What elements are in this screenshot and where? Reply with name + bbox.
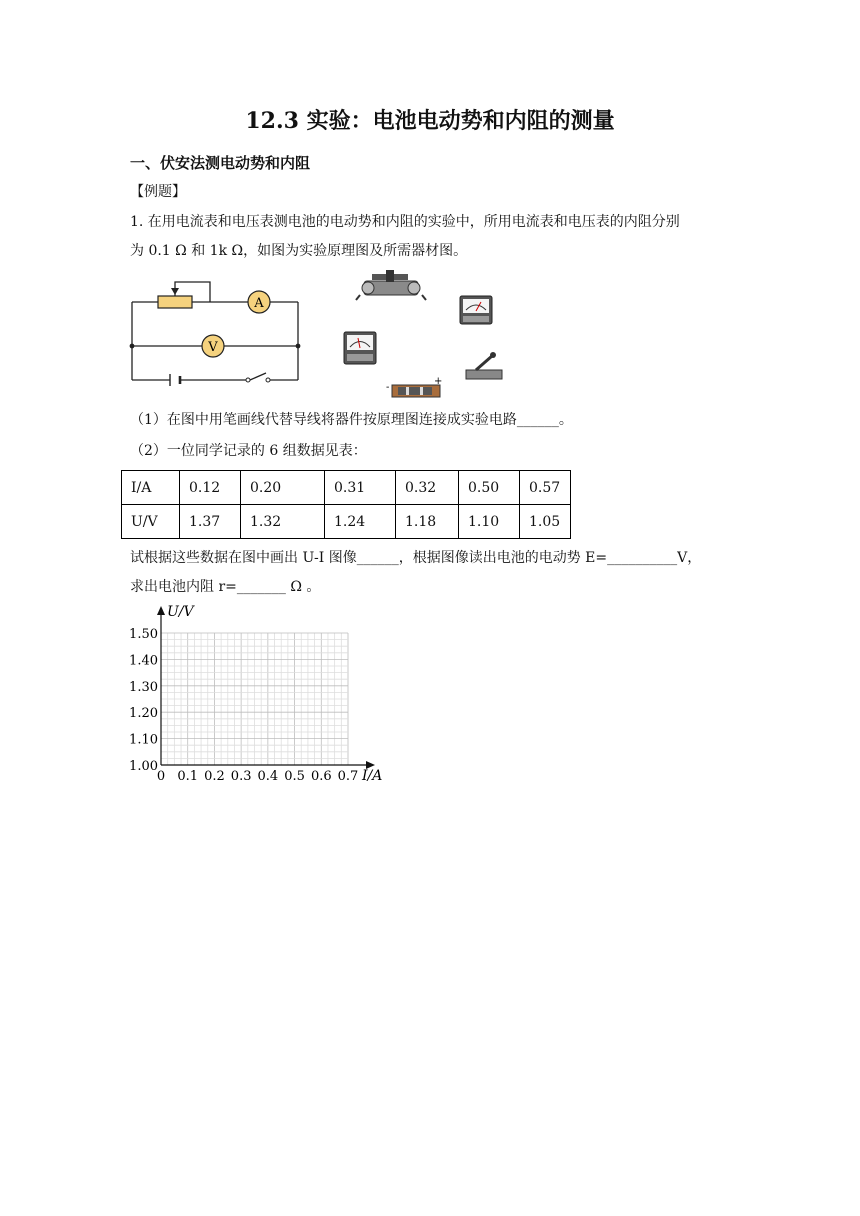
switch-contact xyxy=(246,378,250,382)
table-cell: 0.32 xyxy=(396,471,459,505)
axes xyxy=(157,606,375,769)
section-heading: 一、伏安法测电动势和内阻 xyxy=(130,154,311,172)
battery-minus-label: - xyxy=(386,382,390,393)
x-tick-label: 0.7 xyxy=(337,769,359,784)
switch-blade xyxy=(250,373,266,380)
rheostat-symbol xyxy=(158,296,192,308)
ui-graph-chart xyxy=(120,600,390,790)
data-table xyxy=(121,470,571,539)
rheostat-device-icon xyxy=(356,270,426,300)
table-cell: 1.18 xyxy=(396,505,459,539)
table-cell: 0.50 xyxy=(459,471,520,505)
y-tick-label: 1.20 xyxy=(129,706,158,722)
question-text-line-1: 1. 在用电流表和电压表测电池的电动势和内阻的实验中，所用电流表和电压表的内阻分别 xyxy=(130,214,680,230)
y-axis-arrow-icon xyxy=(157,606,165,615)
table-cell: 1.37 xyxy=(180,505,241,539)
ammeter-label: A xyxy=(254,296,264,311)
x-tick-label: 0.5 xyxy=(284,769,305,784)
x-tick-label: 0.4 xyxy=(257,769,279,784)
table-row-current xyxy=(122,471,571,505)
table-cell: 0.12 xyxy=(180,471,241,505)
ammeter-device-icon xyxy=(460,296,492,324)
table-cell: 0.31 xyxy=(325,471,396,505)
ask-text-line-1: 试根据这些数据在图中画出 U-I 图像______，根据图像读出电池的电动势 E=__________V， xyxy=(130,550,702,566)
table-row-voltage xyxy=(122,505,571,539)
y-tick-label: 1.00 xyxy=(129,759,158,774)
table-cell: 1.32 xyxy=(241,505,325,539)
x-axis-label: I/A xyxy=(362,768,383,784)
y-tick-label: 1.40 xyxy=(129,653,158,669)
table-cell: 1.10 xyxy=(459,505,520,539)
y-tick-label: 1.10 xyxy=(129,732,158,748)
battery-holder-icon xyxy=(392,385,440,397)
sub-question-2: （2）一位同学记录的 6 组数据见表： xyxy=(130,443,367,459)
y-tick-label: 1.30 xyxy=(129,679,158,695)
x-tick-label: 0.3 xyxy=(230,769,252,784)
table-cell: I/A xyxy=(122,471,180,505)
question-text-line-2: 为 0.1 Ω 和 1k Ω，如图为实验原理图及所需器材图。 xyxy=(130,243,468,259)
ask-text-line-2: 求出电池内阻 r=_______ Ω 。 xyxy=(130,579,321,595)
x-tick-label: 0 xyxy=(156,769,166,784)
table-cell: 1.05 xyxy=(520,505,571,539)
x-tick-label: 0.2 xyxy=(204,769,225,784)
example-label: 【例题】 xyxy=(130,184,186,200)
slider-arrow-icon xyxy=(171,288,179,295)
x-tick-label: 0.6 xyxy=(310,769,332,784)
voltmeter-label: V xyxy=(208,340,218,355)
table-cell: 0.20 xyxy=(241,471,325,505)
switch-contact xyxy=(266,378,270,382)
table-cell: 0.57 xyxy=(520,471,571,505)
page-title: 12.3 实验：电池电动势和内阻的测量 xyxy=(245,108,615,134)
voltmeter-device-icon xyxy=(344,332,376,364)
circuit-diagram xyxy=(126,274,306,386)
equipment-picture xyxy=(336,270,526,402)
x-tick-label: 0.1 xyxy=(177,769,199,784)
y-axis-label: U/V xyxy=(167,604,194,620)
junction-dot xyxy=(130,344,135,349)
table-cell: 1.24 xyxy=(325,505,396,539)
grid-lines xyxy=(161,633,348,765)
table-cell: U/V xyxy=(122,505,180,539)
sub-question-1: （1）在图中用笔画线代替导线将器件按原理图连接成实验电路______。 xyxy=(130,412,573,428)
y-tick-label: 1.50 xyxy=(129,627,158,642)
battery-plus-label: + xyxy=(434,376,443,387)
knife-switch-icon xyxy=(466,352,502,379)
junction-dot xyxy=(296,344,301,349)
